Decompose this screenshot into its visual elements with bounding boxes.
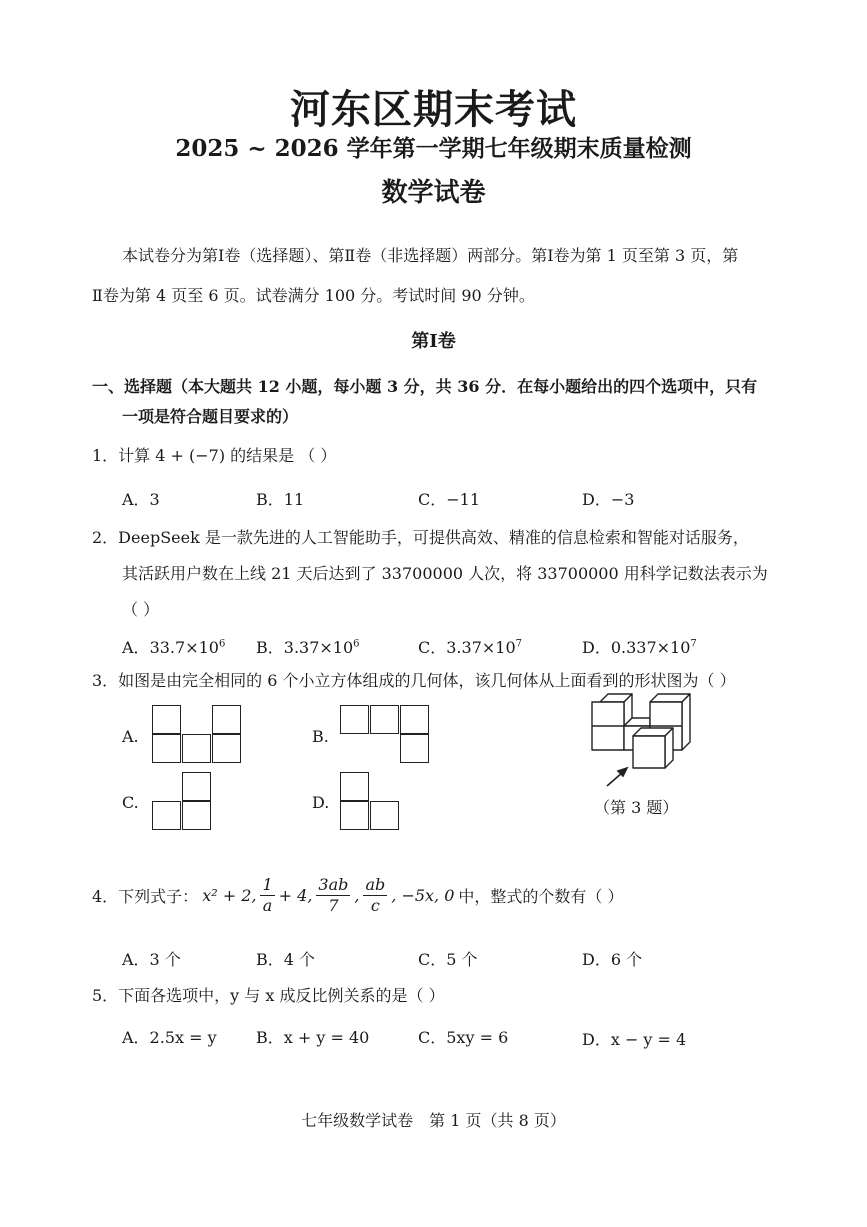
q2-option-b-label: B． [256, 638, 284, 657]
q2-option-d-exp: 7 [690, 638, 697, 650]
grid-cell [340, 801, 369, 830]
q3-stem: 3．如图是由完全相同的 6 个小立方体组成的几何体，该几何体从上面看到的形状图为（ ） [92, 671, 736, 690]
grid-cell [152, 734, 181, 763]
grid-cell [370, 705, 399, 734]
q2-option-b [256, 635, 360, 658]
q2-option-d-base: 0.337×10 [610, 638, 691, 657]
q2-option-c-label: C． [418, 638, 447, 657]
grid-cell [152, 705, 181, 734]
q2-option-a [122, 635, 225, 658]
q3-option-c-figure [152, 772, 212, 831]
q1-option-c: C．−11 [418, 490, 481, 509]
q4-expr-separator: , [354, 886, 360, 905]
q4-expr-term-1: x² + 2, [202, 886, 257, 905]
q4-stem [92, 875, 624, 916]
q4-option-b: B．4 个 [256, 950, 316, 969]
q4-fraction-3-den: c [370, 896, 380, 915]
q3-figure-caption: （第 3 题） [594, 798, 679, 817]
q5-option-c: C．5xy = 6 [418, 1028, 509, 1047]
q2-option-a-exp: 6 [218, 638, 226, 650]
q1-option-d: D．−3 [582, 490, 635, 509]
exam-title: 河东区期末考试 [290, 86, 577, 133]
grid-cell [152, 801, 181, 830]
q2-option-c [418, 635, 522, 658]
grid-cell [340, 705, 369, 734]
intro-line-2: Ⅱ卷为第 4 页至 6 页。试卷满分 100 分。考试时间 90 分钟。 [92, 286, 535, 305]
q4-fraction-1-den: a [262, 896, 273, 915]
q4-fraction-3-num: ab [365, 875, 386, 894]
grid-cell [400, 734, 429, 763]
q3-option-d-figure [340, 772, 400, 831]
grid-cell [182, 801, 211, 830]
cube-face [665, 728, 673, 768]
q5-stem: 5．下面各选项中，y 与 x 成反比例关系的是（ ） [92, 986, 445, 1005]
q2-stem-line-1: 2．DeepSeek 是一款先进的人工智能助手，可提供高效、精准的信息检索和智能对话服务， [92, 528, 749, 547]
q4-expr-term-2: + 4, [278, 886, 313, 905]
q2-answer-blank: （ ） [122, 600, 160, 619]
intro-line-1: 本试卷分为第Ⅰ卷（选择题）、第Ⅱ卷（非选择题）两部分。第Ⅰ卷为第 1 页至第 3 页，第 [122, 246, 739, 265]
section-title: 第Ⅰ卷 [411, 331, 456, 352]
grid-cell [212, 705, 241, 734]
q2-option-a-base: 33.7×10 [149, 638, 219, 657]
q4-fraction-1-num: 1 [262, 875, 273, 894]
q3-option-a-figure [152, 705, 242, 764]
q2-option-b-exp: 6 [353, 638, 360, 650]
q4-fraction-3 [363, 875, 387, 916]
q2-option-d [582, 635, 697, 658]
q3-label-d: D. [312, 793, 330, 812]
q3-cube-figure [585, 690, 700, 790]
q4-stem-text: 4．下列式子： [92, 887, 199, 906]
cube-face [682, 694, 690, 750]
q2-option-c-exp: 7 [515, 638, 523, 650]
q3-label-c: C. [122, 793, 139, 812]
grid-cell [182, 734, 211, 763]
grid-cell [340, 772, 369, 801]
q5-option-d: D．x − y = 4 [582, 1030, 687, 1049]
q5-option-a: A．2.5x = y [122, 1028, 217, 1047]
q2-option-b-base: 3.37×10 [283, 638, 354, 657]
q4-fraction-1 [260, 875, 274, 916]
q2-stem-line-2: 其活跃用户数在上线 21 天后达到了 33700000 人次，将 33700000 用科学记数法表示为 [122, 564, 768, 583]
q2-option-a-label: A． [122, 638, 150, 657]
q2-option-d-label: D． [582, 638, 611, 657]
q4-option-c: C．5 个 [418, 950, 478, 969]
q4-option-d: D．6 个 [582, 950, 643, 969]
cube-face [633, 736, 665, 768]
grid-cell [370, 801, 399, 830]
part1-heading-line-1: 一、选择题（本大题共 12 小题，每小题 3 分，共 36 分．在每小题给出的四个选项中，只有 [92, 377, 758, 396]
q3-option-b-figure [340, 705, 430, 764]
part1-heading-line-2: 一项是符合题目要求的） [122, 407, 299, 426]
q4-expr-term-3: , −5x, 0 [391, 886, 455, 905]
exam-subtitle: 2025 ~ 2026 学年第一学期七年级期末质量检测 [175, 135, 692, 162]
page-footer: 七年级数学试卷 第 1 页（共 8 页） [301, 1111, 566, 1130]
q4-option-a: A．3 个 [122, 950, 181, 969]
q1-answer-blank: （ ） [299, 446, 337, 465]
q4-fraction-2-den: 7 [328, 896, 339, 915]
q1-stem-text: 1．计算 4 + (−7) 的结果是 [92, 446, 295, 465]
q1-option-b: B．11 [256, 490, 305, 509]
q3-label-a: A. [122, 727, 139, 746]
q4-fraction-2 [316, 875, 350, 916]
q2-option-c-base: 3.37×10 [446, 638, 516, 657]
grid-cell [400, 705, 429, 734]
q5-option-b: B．x + y = 40 [256, 1028, 370, 1047]
q3-label-b: B. [312, 727, 329, 746]
q4-stem-post: 中，整式的个数有（ ） [458, 887, 624, 906]
grid-cell [212, 734, 241, 763]
q1-stem [92, 443, 336, 466]
grid-cell [182, 772, 211, 801]
q1-option-a: A．3 [122, 490, 160, 509]
q4-fraction-2-num: 3ab [318, 875, 349, 894]
exam-subject: 数学试卷 [381, 178, 486, 208]
